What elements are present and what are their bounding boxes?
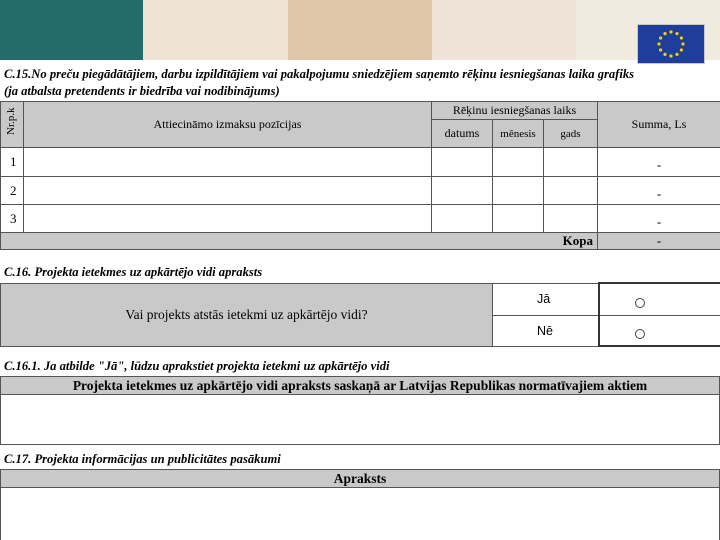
environment-impact-table bbox=[0, 282, 720, 347]
menesis-cell[interactable] bbox=[493, 177, 544, 205]
c15-heading-line1: C.15.No preču piegādātājiem, darbu izpildītājiem vai pakalpojumu sniedzējiem saņemto rēķinu iesniegšanas laika grafiks bbox=[4, 67, 635, 81]
gads-cell[interactable] bbox=[544, 148, 598, 177]
column-header-positions: Attiecināmo izmaksu pozīcijas bbox=[24, 102, 432, 148]
environment-question: Vai projekts atstās ietekmi uz apkārtējo vidi? bbox=[1, 283, 493, 346]
radio-no-icon[interactable] bbox=[635, 329, 645, 339]
color-block-tan bbox=[288, 0, 432, 60]
total-value: - bbox=[598, 233, 720, 250]
column-header-datums: datums bbox=[432, 120, 493, 148]
column-header-invoice-time: Rēķinu iesniegšanas laiks bbox=[432, 102, 598, 120]
column-header-gads: gads bbox=[544, 120, 598, 148]
eu-flag-icon bbox=[637, 24, 705, 64]
datums-cell[interactable] bbox=[432, 177, 493, 205]
publicity-header: Apraksts bbox=[1, 470, 720, 488]
table-row bbox=[1, 177, 720, 205]
c16-heading: C.16. Projekta ietekmes uz apkārtējo vidi apraksts bbox=[4, 265, 263, 279]
table-row bbox=[1, 205, 720, 233]
column-header-nr: Nr.p.k bbox=[1, 102, 24, 148]
c15-heading-line2: (ja atbalsta pretendents ir biedrība vai nodibinājums) bbox=[4, 84, 280, 98]
column-header-summa: Summa, Ls bbox=[598, 102, 720, 148]
column-header-menesis: mēnesis bbox=[493, 120, 544, 148]
option-no-label: Nē bbox=[493, 315, 599, 346]
table-row bbox=[1, 148, 720, 177]
option-yes-label: Jā bbox=[493, 283, 599, 315]
radio-yes-icon[interactable] bbox=[635, 298, 645, 308]
menesis-cell[interactable] bbox=[493, 205, 544, 233]
menesis-cell[interactable] bbox=[493, 148, 544, 177]
publicity-table bbox=[0, 469, 720, 540]
position-cell[interactable] bbox=[24, 177, 432, 205]
summa-cell[interactable]: - bbox=[598, 148, 720, 177]
publicity-description-field[interactable] bbox=[1, 488, 720, 540]
option-no-radio-cell[interactable] bbox=[599, 315, 720, 346]
position-cell[interactable] bbox=[24, 205, 432, 233]
datums-cell[interactable] bbox=[432, 148, 493, 177]
datums-cell[interactable] bbox=[432, 205, 493, 233]
gads-cell[interactable] bbox=[544, 205, 598, 233]
c17-heading: C.17. Projekta informācijas un publicitātes pasākumi bbox=[4, 452, 281, 466]
summa-cell[interactable]: - bbox=[598, 205, 720, 233]
summa-cell[interactable]: - bbox=[598, 177, 720, 205]
gads-cell[interactable] bbox=[544, 177, 598, 205]
color-block-teal bbox=[0, 0, 143, 60]
color-block-cream bbox=[143, 0, 288, 60]
row-number: 3 bbox=[1, 205, 24, 233]
position-cell[interactable] bbox=[24, 148, 432, 177]
option-yes-radio-cell[interactable] bbox=[599, 283, 720, 315]
environment-description-header: Projekta ietekmes uz apkārtējo vidi apraksts saskaņā ar Latvijas Republikas normatīvajiem aktiem bbox=[1, 377, 720, 395]
c161-heading: C.16.1. Ja atbilde "Jā", lūdzu aprakstiet projekta ietekmi uz apkārtējo vidi bbox=[4, 359, 390, 373]
environment-description-field[interactable] bbox=[1, 395, 720, 445]
total-label: Kopa bbox=[1, 233, 598, 250]
environment-description-table bbox=[0, 376, 720, 445]
row-number: 2 bbox=[1, 177, 24, 205]
invoice-schedule-table bbox=[0, 101, 720, 250]
row-number: 1 bbox=[1, 148, 24, 177]
color-block-beige bbox=[432, 0, 576, 60]
header-color-bar bbox=[0, 0, 720, 60]
total-row bbox=[1, 233, 720, 250]
